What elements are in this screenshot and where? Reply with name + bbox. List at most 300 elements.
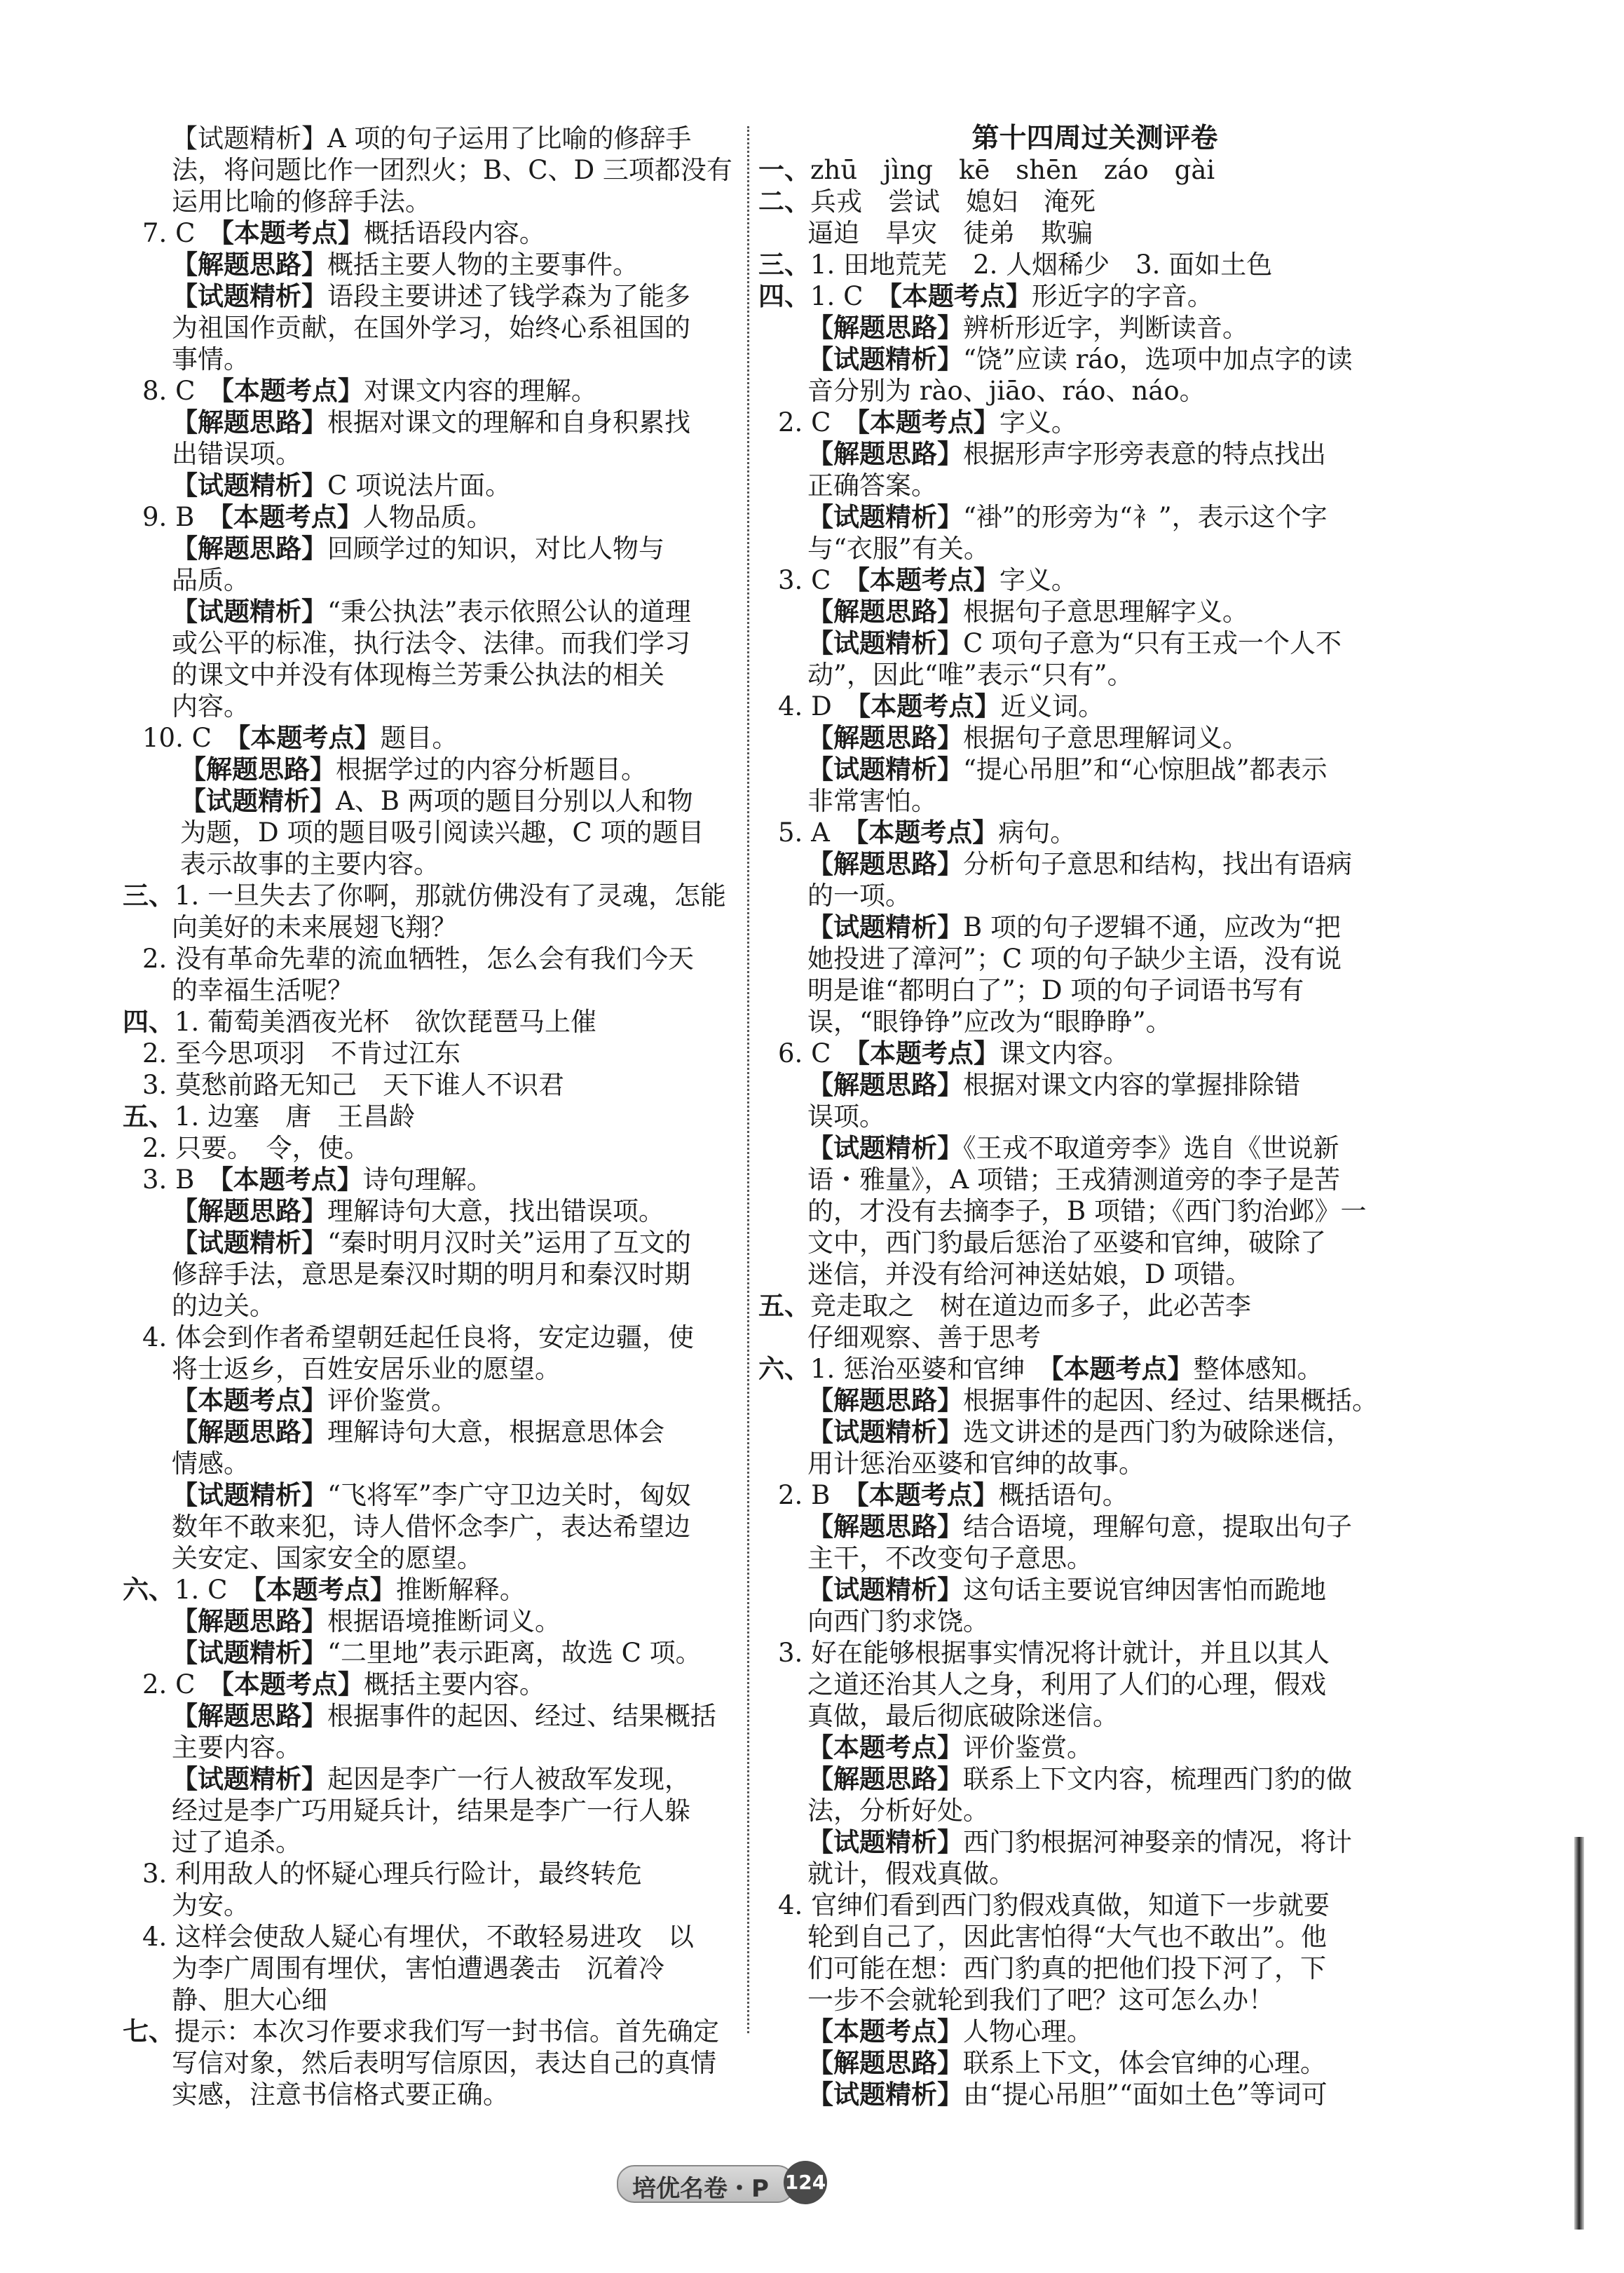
line-text: 们可能在想：西门豹真的把他们投下河了，下 xyxy=(807,1953,1326,1983)
answer-line xyxy=(758,1385,1431,1416)
answer-line xyxy=(758,1479,1431,1511)
line-text: 语・雅量》，A 项错；王戎猜测道旁的李子是苦 xyxy=(807,1165,1340,1195)
line-text: 1. 葡萄美酒夜光杯 欲饮琵琶马上催 xyxy=(175,1007,597,1037)
answer-line xyxy=(123,564,739,596)
answer-line xyxy=(123,1385,739,1416)
answer-line xyxy=(123,1606,739,1637)
line-text: “二里地”表示距离，故选 C 项。 xyxy=(327,1638,702,1668)
line-text: “提心吊胆”和“心惊胆战”都表示 xyxy=(963,754,1328,785)
line-text: 根据对课文的理解和自身积累找 xyxy=(327,407,690,437)
line-text: “秉公执法”表示依照公认的道理 xyxy=(327,597,691,627)
line-text: 3. 利用敌人的怀疑心理兵行险计，最终转危 xyxy=(142,1859,643,1889)
answer-label: 【本题考点】 xyxy=(1051,1354,1194,1384)
line-text: 回顾学过的知识，对比人物与 xyxy=(327,534,664,564)
answer-line xyxy=(123,312,739,344)
answer-label: 【本题考点】 xyxy=(807,1732,963,1763)
line-text: 之道还治其人之身，利用了人们的心理，假戏 xyxy=(807,1669,1326,1699)
line-text: 或公平的标准，执行法令、法律。而我们学习 xyxy=(172,628,690,658)
line-text: 动”，因此“唯”表示“只有”。 xyxy=(807,660,1133,690)
answer-line xyxy=(758,501,1431,533)
answer-label: 【本题考点】 xyxy=(237,723,381,753)
answer-line xyxy=(758,1953,1431,1984)
answer-line xyxy=(758,627,1431,659)
answer-line xyxy=(123,186,739,217)
answer-line xyxy=(758,1574,1431,1606)
answer-line xyxy=(123,722,739,754)
answer-label: 【本题考点】 xyxy=(221,1669,364,1699)
line-text: 写信对象，然后表明写信原因，表达自己的真情 xyxy=(172,2048,716,2078)
answer-label: 【解题思路】 xyxy=(807,849,963,879)
line-text: 辨析形近字，判断读音。 xyxy=(963,313,1248,343)
answer-line xyxy=(123,754,739,785)
answer-line xyxy=(758,375,1431,407)
answer-line xyxy=(123,375,739,407)
answer-label: 【试题精析】 xyxy=(172,1480,327,1510)
line-text: 主要内容。 xyxy=(172,1732,301,1763)
answer-line xyxy=(758,848,1431,880)
answer-line xyxy=(758,1353,1431,1385)
answer-line xyxy=(758,1416,1431,1448)
column-divider xyxy=(747,126,749,2033)
answer-line xyxy=(758,975,1431,1006)
line-text: 联系上下文内容，梳理西门豹的做 xyxy=(963,1764,1352,1794)
line-text: 2. C xyxy=(778,407,857,437)
answer-label: 【试题精析】 xyxy=(180,786,336,816)
line-text: 用计惩治巫婆和官绅的故事。 xyxy=(807,1448,1145,1479)
answer-label: 【解题思路】 xyxy=(807,597,963,627)
line-text: 第十四周过关测评卷 xyxy=(971,123,1218,154)
line-text: 2. 只要。 令，使。 xyxy=(142,1133,370,1163)
answer-line xyxy=(123,1826,739,1858)
answer-line xyxy=(123,975,739,1006)
line-text: 4. D xyxy=(778,691,858,721)
line-text: 根据语境推断词义。 xyxy=(327,1606,561,1636)
answer-line xyxy=(123,1006,739,1038)
answer-line xyxy=(758,1826,1431,1858)
answer-label: 【解题思路】 xyxy=(807,313,963,343)
line-text: “褂”的形旁为“衤”，表示这个字 xyxy=(963,502,1328,532)
answer-label: 【解题思路】 xyxy=(172,1196,327,1226)
line-text: 事情。 xyxy=(172,344,250,374)
answer-line xyxy=(758,1322,1431,1353)
line-text: 经过是李广巧用疑兵计，结果是李广一行人躲 xyxy=(172,1796,690,1826)
line-text: B 项的句子逻辑不通，应改为“把 xyxy=(963,912,1341,942)
line-text: 课文内容。 xyxy=(999,1038,1129,1068)
line-text: 2. B xyxy=(778,1480,857,1510)
line-text: 文中，西门豹最后惩治了巫婆和官绅，破除了 xyxy=(807,1228,1326,1258)
line-text: 提示：本次习作要求我们写一封书信。首先确定 xyxy=(175,2016,719,2047)
line-text: 病句。 xyxy=(998,817,1077,848)
answer-line xyxy=(123,627,739,659)
answer-line xyxy=(758,1290,1431,1322)
answer-label: 【试题精析】 xyxy=(172,1638,327,1668)
line-text: 3. 好在能够根据事实情况将计就计，并且以其人 xyxy=(778,1638,1330,1668)
line-text: 4. 体会到作者希望朝廷起任良将，安定边疆，使 xyxy=(142,1322,695,1352)
answer-label: 【试题精析】 xyxy=(807,1827,963,1857)
answer-line xyxy=(758,943,1431,975)
answer-label: 【试题精析】 xyxy=(807,628,963,658)
answer-line xyxy=(123,1889,739,1921)
line-text: 内容。 xyxy=(172,691,250,721)
answer-line xyxy=(758,2016,1431,2047)
question-number: 一、 xyxy=(758,155,810,185)
answer-label: 【本题考点】 xyxy=(855,817,999,848)
answer-label: 【本题考点】 xyxy=(857,691,1001,721)
answer-line xyxy=(758,280,1431,312)
answer-line xyxy=(758,659,1431,691)
answer-line xyxy=(758,438,1431,470)
answer-line xyxy=(758,312,1431,344)
line-text: 根据事件的起因、经过、结果概括 xyxy=(327,1701,716,1731)
left-column xyxy=(123,123,739,2110)
line-text: 《王戎不取道旁李》选自《世说新 xyxy=(963,1133,1339,1163)
answer-label: 【解题思路】 xyxy=(172,250,327,280)
line-text: 过了追杀。 xyxy=(172,1827,301,1857)
line-text: 根据学过的内容分析题目。 xyxy=(336,754,647,785)
answer-line xyxy=(123,1322,739,1353)
line-text: 评价鉴赏。 xyxy=(963,1732,1093,1763)
answer-line xyxy=(123,249,739,280)
answer-line xyxy=(123,691,739,722)
answer-line xyxy=(123,1416,739,1448)
answer-label: 【本题考点】 xyxy=(889,281,1032,311)
line-text: 音分别为 rào、jiāo、ráo、náo。 xyxy=(807,376,1206,406)
answer-line xyxy=(123,817,739,848)
answer-line xyxy=(758,1448,1431,1479)
line-text: 评价鉴赏。 xyxy=(327,1385,457,1416)
line-text: 10. C xyxy=(142,723,238,753)
answer-line xyxy=(758,344,1431,375)
answer-line xyxy=(758,533,1431,564)
answer-line xyxy=(123,659,739,691)
line-text: 修辞手法，意思是秦汉时期的明月和秦汉时期 xyxy=(172,1259,690,1289)
answer-label: 【试题精析】 xyxy=(807,1133,963,1163)
question-number: 六、 xyxy=(758,1354,810,1384)
line-text: 向美好的未来展翅飞翔？ xyxy=(172,912,457,942)
answer-line xyxy=(123,1511,739,1542)
line-text: C 项说法片面。 xyxy=(327,470,512,501)
line-text: 误项。 xyxy=(807,1101,885,1132)
answer-line xyxy=(123,1069,739,1101)
answer-line xyxy=(758,1732,1431,1763)
line-text: 根据对课文内容的掌握排除错 xyxy=(963,1070,1300,1100)
answer-line xyxy=(123,280,739,312)
line-text: 的幸福生活呢？ xyxy=(172,975,353,1005)
answer-line xyxy=(758,1069,1431,1101)
line-text: 主干，不改变句子意思。 xyxy=(807,1543,1093,1573)
answer-label: 【本题考点】 xyxy=(856,1480,999,1510)
answer-label: 【本题考点】 xyxy=(220,1165,363,1195)
line-text: “飞将军”李广守卫边关时，匈奴 xyxy=(327,1480,691,1510)
right-column xyxy=(758,123,1431,2110)
answer-line xyxy=(758,407,1431,438)
line-text: 3. 莫愁前路无知己 天下谁人不识君 xyxy=(142,1070,565,1100)
line-text: 形近字的字音。 xyxy=(1031,281,1213,311)
answer-line xyxy=(123,470,739,501)
answer-line xyxy=(123,1637,739,1669)
answer-line xyxy=(758,1511,1431,1542)
answer-line xyxy=(123,1353,739,1385)
line-text: A、B 两项的题目分别以人和物 xyxy=(336,786,693,816)
line-text: 静、胆大心细 xyxy=(172,1985,327,2015)
answer-line xyxy=(758,754,1431,785)
answer-label: 【解题思路】 xyxy=(172,1417,327,1447)
answer-line xyxy=(123,1953,739,1984)
line-text: 根据形声字形旁表意的特点找出 xyxy=(963,439,1326,469)
answer-label: 【试题精析】 xyxy=(807,912,963,942)
line-text: C 项句子意为“只有王戎一个人不 xyxy=(963,628,1342,658)
answer-label: 【试题精析】 xyxy=(172,597,327,627)
answer-label: 【试题精析】 xyxy=(172,281,327,311)
answer-line xyxy=(758,1606,1431,1637)
line-text: 分析句子意思和结构，找出有语病 xyxy=(963,849,1352,879)
answer-label: 【试题精析】 xyxy=(172,1228,327,1258)
answer-line xyxy=(123,2047,739,2079)
line-text: 人物心理。 xyxy=(963,2016,1093,2047)
line-text: 实感，注意书信格式要正确。 xyxy=(172,2079,509,2110)
answer-line xyxy=(758,1038,1431,1069)
page-footer xyxy=(617,2161,855,2204)
answer-line xyxy=(758,1542,1431,1574)
line-text: 2. 至今思项羽 不肯过江东 xyxy=(142,1038,461,1068)
answer-label: 【解题思路】 xyxy=(807,1512,963,1542)
line-text: 西门豹根据河神娶亲的情况，将计 xyxy=(963,1827,1352,1857)
question-number: 三、 xyxy=(758,250,810,280)
scan-edge-shadow xyxy=(1574,1837,1584,2230)
answer-label: 【试题精析】 xyxy=(807,502,963,532)
answer-line xyxy=(758,1669,1431,1700)
answer-line xyxy=(123,1448,739,1479)
question-number: 六、 xyxy=(123,1575,175,1605)
answer-line xyxy=(123,1700,739,1732)
line-text: 概括主要人物的主要事件。 xyxy=(327,250,639,280)
line-text: 语段主要讲述了钱学森为了能多 xyxy=(327,281,690,311)
answer-label: 【本题考点】 xyxy=(220,502,363,532)
line-text: 的课文中并没有体现梅兰芳秉公执法的相关 xyxy=(172,660,664,690)
line-text: 概括主要内容。 xyxy=(363,1669,545,1699)
line-text: 情感。 xyxy=(172,1448,250,1479)
answer-label: 【解题思路】 xyxy=(807,723,963,753)
line-text: 对课文内容的理解。 xyxy=(363,376,597,406)
page-number: 124 xyxy=(784,2161,827,2204)
answer-line xyxy=(123,1795,739,1826)
answer-label: 【试题精析】 xyxy=(807,1417,963,1447)
line-text: 正确答案。 xyxy=(807,470,937,501)
question-number: 四、 xyxy=(758,281,810,311)
line-text: 这句话主要说官绅因害怕而跪地 xyxy=(963,1575,1326,1605)
line-text: 选文讲述的是西门豹为破除迷信， xyxy=(963,1417,1352,1447)
answer-label: 【解题思路】 xyxy=(807,2048,963,2078)
question-number: 三、 xyxy=(123,881,175,911)
line-text: “秦时明月汉时关”运用了互文的 xyxy=(327,1228,691,1258)
answer-label: 【试题精析】 xyxy=(172,470,327,501)
answer-line xyxy=(123,596,739,627)
answer-line xyxy=(758,2047,1431,2079)
line-text: 真做，最后彻底破除迷信。 xyxy=(807,1701,1119,1731)
line-text: 将士返乡，百姓安居乐业的愿望。 xyxy=(172,1354,561,1384)
answer-line xyxy=(758,785,1431,817)
line-text: 她投进了漳河”；C 项的句子缺少主语，没有说 xyxy=(807,944,1342,974)
line-text: 题目。 xyxy=(380,723,458,753)
answer-line xyxy=(123,407,739,438)
line-text: 1. C xyxy=(175,1575,254,1605)
line-text: 人物品质。 xyxy=(362,502,493,532)
answer-line xyxy=(758,1763,1431,1795)
answer-line xyxy=(123,1763,739,1795)
answer-line xyxy=(123,2079,739,2110)
answer-line xyxy=(123,1669,739,1700)
answer-label: 【本题考点】 xyxy=(221,218,364,248)
question-number: 七、 xyxy=(123,2016,175,2047)
line-text: 轮到自己了，因此害怕得“大气也不敢出”。他 xyxy=(807,1922,1327,1952)
line-text: 1. C xyxy=(810,281,889,311)
answer-label: 【解题思路】 xyxy=(172,534,327,564)
answer-line xyxy=(123,1542,739,1574)
line-text: 为题，D 项的题目吸引阅读兴趣，C 项的题目 xyxy=(180,817,704,848)
line-text: 关安定、国家安全的愿望。 xyxy=(172,1543,483,1573)
answer-label: 【解题思路】 xyxy=(807,439,963,469)
line-text: 6. C xyxy=(778,1038,857,1068)
line-text: 品质。 xyxy=(172,565,250,595)
line-text: “饶”应读 ráo，选项中加点字的读 xyxy=(963,344,1353,374)
line-text: 法，将问题比作一团烈火；B、C、D 三项都没有 xyxy=(172,155,732,185)
answer-line xyxy=(123,501,739,533)
answer-line xyxy=(123,1227,739,1258)
line-text: 根据句子意思理解词义。 xyxy=(963,723,1248,753)
line-text: 结合语境，理解句意，提取出句子 xyxy=(963,1512,1352,1542)
line-text: 4. 这样会使敌人疑心有埋伏，不敢轻易进攻 以 xyxy=(142,1922,695,1952)
answer-line xyxy=(123,438,739,470)
footer-brand: 培优名卷・P xyxy=(632,2175,769,2203)
answer-line xyxy=(123,1132,739,1164)
line-text: 1. 边塞 唐 王昌龄 xyxy=(175,1101,416,1132)
line-text: 为李广周围有埋伏，害怕遭遇袭击 沉着冷 xyxy=(172,1953,664,1983)
answer-line xyxy=(123,1732,739,1763)
answer-line xyxy=(758,1984,1431,2016)
answer-line xyxy=(758,911,1431,943)
answer-line xyxy=(123,1479,739,1511)
answer-line xyxy=(758,1101,1431,1132)
line-text: 【试题精析】A 项的句子运用了比喻的修辞手 xyxy=(172,123,692,154)
answer-line xyxy=(123,1290,739,1322)
answer-line xyxy=(123,1858,739,1889)
answer-label: 【本题考点】 xyxy=(221,376,364,406)
answer-line xyxy=(123,1038,739,1069)
question-number: 二、 xyxy=(758,186,810,217)
answer-line xyxy=(758,1164,1431,1195)
answer-label: 【解题思路】 xyxy=(172,1701,327,1731)
answer-line xyxy=(758,1132,1431,1164)
line-text: 理解诗句大意，根据意思体会 xyxy=(327,1417,664,1447)
answer-line xyxy=(123,1574,739,1606)
line-text: 根据句子意思理解字义。 xyxy=(963,597,1248,627)
answer-line xyxy=(123,848,739,880)
line-text: zhū jìng kē shēn záo gài xyxy=(810,155,1215,185)
answer-label: 【本题考点】 xyxy=(857,565,999,595)
line-text: 1. 田地荒芜 2. 人烟稀少 3. 面如土色 xyxy=(810,250,1273,280)
answer-label: 【试题精析】 xyxy=(807,754,963,785)
answer-line xyxy=(123,344,739,375)
line-text: 起因是李广一行人被敌军发现， xyxy=(327,1764,690,1794)
answer-line xyxy=(123,943,739,975)
answer-line xyxy=(758,691,1431,722)
section-title xyxy=(758,123,1431,154)
line-text: 的边关。 xyxy=(172,1291,275,1321)
line-text: 逼迫 旱灾 徒弟 欺骗 xyxy=(807,218,1093,248)
line-text: 2. 没有革命先辈的流血牺牲，怎么会有我们今天 xyxy=(142,944,695,974)
answer-line xyxy=(123,1195,739,1227)
answer-line xyxy=(758,1258,1431,1290)
line-text: 字义。 xyxy=(999,407,1077,437)
answer-line xyxy=(123,785,739,817)
line-text: 明是谁“都明白了”；D 项的句子词语书写有 xyxy=(807,975,1304,1005)
line-text: 9. B xyxy=(142,502,221,532)
answer-line xyxy=(758,1637,1431,1669)
question-number: 四、 xyxy=(123,1007,175,1037)
line-text: 数年不敢来犯，诗人借怀念李广，表达希望边 xyxy=(172,1512,690,1542)
answer-label: 【本题考点】 xyxy=(253,1575,396,1605)
line-text: 1. 一旦失去了你啊，那就仿佛没有了灵魂，怎能 xyxy=(175,881,727,911)
line-text: 出错误项。 xyxy=(172,439,301,469)
answer-line xyxy=(758,1006,1431,1038)
answer-line xyxy=(123,1984,739,2016)
line-text: 整体感知。 xyxy=(1193,1354,1323,1384)
line-text: 一步不会就轮到我们了吧？这可怎么办！ xyxy=(807,1985,1274,2015)
line-text: 诗句理解。 xyxy=(362,1165,493,1195)
line-text: 运用比喻的修辞手法。 xyxy=(172,186,431,217)
answer-line xyxy=(758,1227,1431,1258)
answer-line xyxy=(123,1164,739,1195)
answer-line xyxy=(123,880,739,911)
line-text: 2. C xyxy=(142,1669,221,1699)
line-text: 的一项。 xyxy=(807,881,911,911)
answer-label: 【解题思路】 xyxy=(180,754,336,785)
line-text: 与“衣服”有关。 xyxy=(807,534,990,564)
answer-label: 【本题考点】 xyxy=(857,407,999,437)
answer-line xyxy=(758,1889,1431,1921)
line-text: 根据事件的起因、经过、结果概括。 xyxy=(963,1385,1378,1416)
line-text: 为祖国作贡献，在国外学习，始终心系祖国的 xyxy=(172,313,690,343)
answer-label: 【解题思路】 xyxy=(807,1764,963,1794)
question-number: 五、 xyxy=(123,1101,175,1132)
line-text: 概括语段内容。 xyxy=(363,218,545,248)
answer-label: 【试题精析】 xyxy=(807,344,963,374)
answer-line xyxy=(758,880,1431,911)
answer-line xyxy=(123,533,739,564)
line-text: 非常害怕。 xyxy=(807,786,937,816)
line-text: 3. B xyxy=(142,1165,221,1195)
line-text: 7. C xyxy=(142,218,221,248)
answer-line xyxy=(123,2016,739,2047)
line-text: 的，才没有去摘李子，B 项错；《西门豹治邺》一 xyxy=(807,1196,1367,1226)
answer-line xyxy=(758,1858,1431,1889)
answer-line xyxy=(758,1195,1431,1227)
answer-line xyxy=(758,1795,1431,1826)
line-text: 迷信，并没有给河神送姑娘，D 项错。 xyxy=(807,1259,1252,1289)
line-text: 概括语句。 xyxy=(998,1480,1128,1510)
line-text: 由“提心吊胆”“面如土色”等词可 xyxy=(963,2079,1328,2110)
answer-line xyxy=(123,1101,739,1132)
answer-label: 【解题思路】 xyxy=(172,407,327,437)
answer-line xyxy=(758,249,1431,280)
line-text: 为安。 xyxy=(172,1890,250,1920)
answer-line xyxy=(758,1921,1431,1953)
line-text: 1. 惩治巫婆和官绅 xyxy=(810,1354,1051,1384)
line-text: 表示故事的主要内容。 xyxy=(180,849,439,879)
answer-line xyxy=(758,817,1431,848)
answer-line xyxy=(758,596,1431,627)
answer-line xyxy=(758,154,1431,186)
